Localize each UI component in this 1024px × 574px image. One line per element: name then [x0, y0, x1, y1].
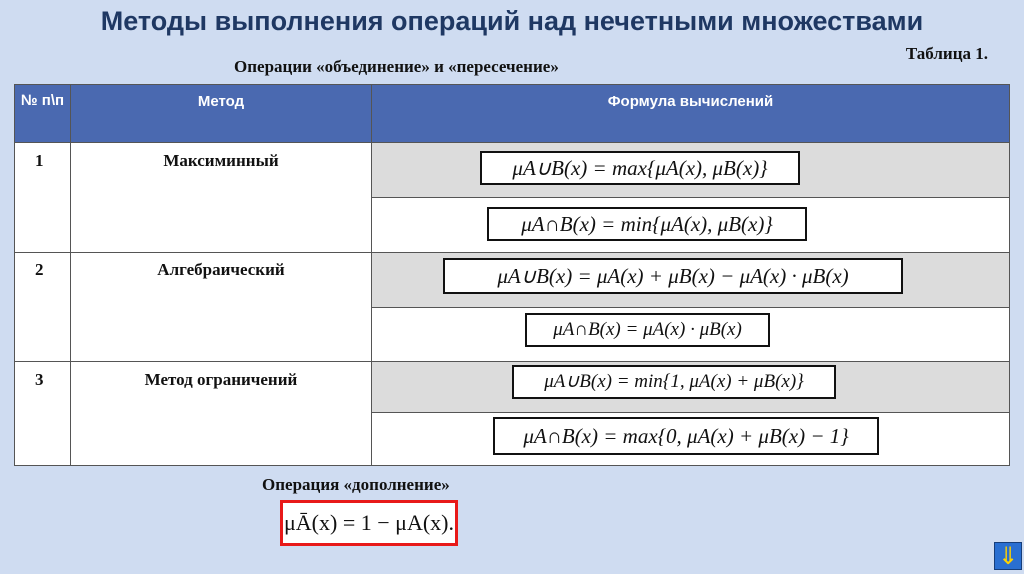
table-header: [15, 85, 1009, 143]
table-label: Таблица 1.: [905, 44, 988, 63]
row-method: Максиминный: [163, 151, 279, 170]
row-method: Алгебраический: [157, 260, 285, 279]
formula-intersection: μA∩B(x) = min{μA(x), μB(x)}: [487, 207, 807, 241]
divider: [15, 252, 1009, 253]
column-header-method: Метод: [197, 93, 245, 110]
formula-union: μA∪B(x) = max{μA(x), μB(x)}: [480, 151, 800, 185]
row-number: 3: [35, 370, 44, 389]
divider: [372, 307, 1009, 308]
arrow-down-icon[interactable]: ⇓: [994, 542, 1022, 570]
methods-table: [14, 84, 1010, 466]
divider: [15, 361, 1009, 362]
formula-intersection: μA∩B(x) = μA(x) · μB(x): [525, 313, 770, 347]
formula-union: μA∪B(x) = min{1, μA(x) + μB(x)}: [512, 365, 836, 399]
row-number: 1: [35, 151, 44, 170]
complement-label: Операция «дополнение»: [262, 475, 450, 494]
complement-formula: μĀ(x) = 1 − μA(x).: [280, 500, 458, 546]
formula-intersection: μA∩B(x) = max{0, μA(x) + μB(x) − 1}: [493, 417, 879, 455]
divider: [372, 197, 1009, 198]
column-header-number: [15, 91, 70, 111]
table-subtitle: Операции «объединение» и «пересечение»: [234, 57, 559, 76]
row-method: Метод ограничений: [144, 370, 298, 389]
page-title: Методы выполнения операций над нечетными множествами: [100, 6, 924, 36]
formula-union: μA∪B(x) = μA(x) + μB(x) − μA(x) · μB(x): [443, 258, 903, 294]
left-area: [15, 143, 371, 465]
divider: [372, 412, 1009, 413]
column-header-formula: Формула вычислений: [607, 93, 774, 110]
row-number: 2: [35, 260, 44, 279]
column-header-number-label: № п\п: [20, 92, 65, 109]
